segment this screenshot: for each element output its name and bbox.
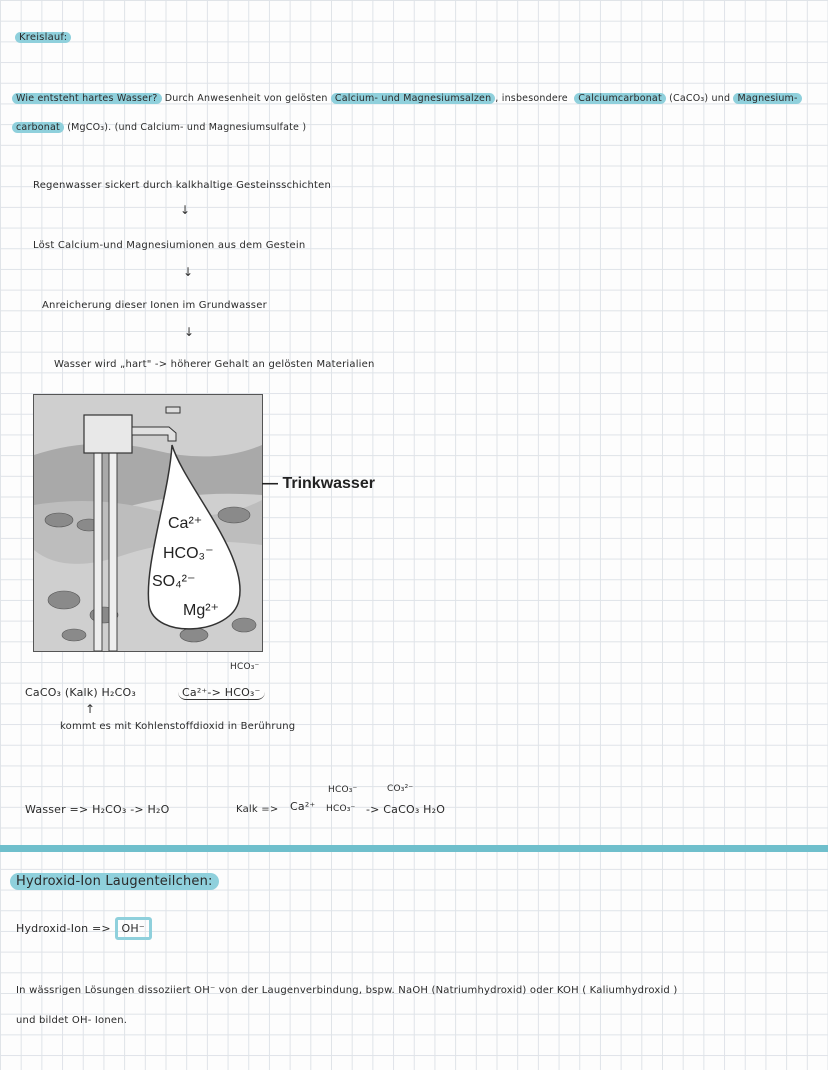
flow-arrow-1: ↓ (180, 203, 191, 217)
eq1-mid: Ca²⁺-> HCO₃⁻ (178, 686, 265, 700)
eq1-left: CaCO₃ (Kalk) H₂CO₃ (25, 686, 136, 699)
salts-highlight: Calcium- und Magnesiumsalzen (331, 93, 495, 104)
intro-line-2: carbonat (MgCO₃). (und Calcium- und Magnesiumsulfate ) (12, 122, 306, 133)
section-divider (0, 845, 828, 852)
groundwater-illustration (33, 394, 263, 652)
hydroxide-line: Hydroxid-Ion => OH⁻ (16, 922, 152, 935)
eq2-co3: CO₃²⁻ (387, 784, 414, 794)
mg-highlight-b: carbonat (12, 122, 64, 133)
ion-so4: SO₄²⁻ (152, 573, 196, 590)
flow-step-3: Anreicherung dieser Ionen im Grundwasser (42, 300, 267, 311)
page-title: Kreislauf: (15, 32, 71, 43)
caco3-highlight: Calciumcarbonat (574, 93, 666, 104)
eq2-left: Wasser => H₂CO₃ -> H₂O (25, 803, 170, 816)
question-highlight: Wie entsteht hartes Wasser? (12, 93, 162, 104)
flow-step-2: Löst Calcium-und Magnesiumionen aus dem Gestein (33, 240, 306, 251)
oh-box: OH⁻ (115, 917, 152, 940)
section2-para-2: und bildet OH- Ionen. (16, 1015, 128, 1026)
eq2-kalk: Kalk => (236, 804, 279, 815)
eq2-result: -> CaCO₃ H₂O (366, 803, 446, 816)
ion-ca: Ca²⁺ (168, 515, 203, 532)
eq1-top: HCO₃⁻ (230, 662, 260, 672)
eq2-hco-bot: HCO₃⁻ (326, 804, 356, 814)
flow-arrow-3: ↓ (184, 325, 195, 339)
flow-step-4: Wasser wird „hart" -> höherer Gehalt an gelösten Materialien (54, 359, 375, 370)
eq2-ca: Ca²⁺ (290, 800, 316, 813)
drinking-water-label: — Trinkwasser (262, 475, 375, 492)
mg-highlight-a: Magnesium- (733, 93, 801, 104)
section2-para-1: In wässrigen Lösungen dissoziiert OH⁻ von der Laugenverbindung, bspw. NaOH (Natriumhydroxid) oder KOH ( Kaliumhydroxid ) (16, 985, 678, 996)
ion-hco3: HCO₃⁻ (163, 545, 214, 562)
eq2-hco-top: HCO₃⁻ (328, 785, 358, 795)
flow-step-1: Regenwasser sickert durch kalkhaltige Gesteinsschichten (33, 180, 332, 191)
eq1-arrow: ↑ (85, 702, 96, 716)
ion-mg: Mg²⁺ (183, 602, 219, 619)
eq1-note: kommt es mit Kohlenstoffdioxid in Berührung (60, 721, 296, 732)
intro-line-1: Wie entsteht hartes Wasser? Durch Anwesenheit von gelösten Calcium- und Magnesiumsalzen , insbesondere Calciumcarbonat (CaCO₃) und Magnesium- (12, 93, 802, 104)
section2-title: Hydroxid-Ion Laugenteilchen: (10, 874, 219, 889)
flow-arrow-2: ↓ (183, 265, 194, 279)
